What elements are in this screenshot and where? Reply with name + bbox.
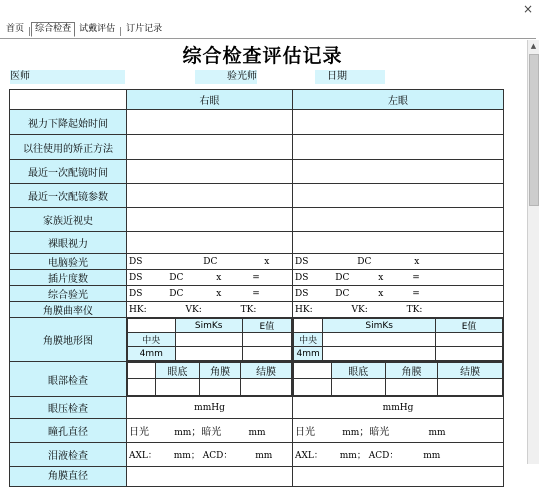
mm-unit: mm — [342, 428, 360, 438]
axis-label: x — [216, 288, 222, 299]
naked-vision-right-input[interactable] — [127, 232, 293, 254]
tear-left[interactable] — [293, 443, 504, 467]
table-row — [10, 232, 504, 254]
table-row — [10, 302, 504, 318]
ds-label: DS — [295, 256, 309, 267]
table-row — [10, 110, 504, 135]
simk-4mm-input[interactable] — [323, 347, 436, 361]
scroll-thumb[interactable] — [529, 54, 539, 206]
vk-label: VK: — [185, 304, 202, 315]
eye-exam-right-grid — [127, 362, 292, 396]
keratometer-right[interactable] — [127, 302, 293, 318]
dark-label: 暗光 — [369, 427, 390, 438]
tk-label: TK: — [240, 304, 257, 315]
cornea-input[interactable] — [200, 379, 241, 396]
mm-unit: mm — [423, 451, 441, 461]
last-fit-params-right-input[interactable] — [127, 184, 293, 208]
simk-center-input[interactable] — [175, 333, 242, 347]
onset-right-input[interactable] — [127, 110, 293, 135]
4mm-label: 4mm — [128, 347, 176, 361]
mm-unit: mm； — [339, 451, 366, 461]
equals-label: = — [252, 288, 260, 299]
daylight-label: 日光 — [129, 427, 149, 438]
top-bar — [0, 0, 539, 40]
mm-unit: mm — [174, 428, 192, 438]
center-label: 中央 — [128, 333, 176, 347]
cornea-input[interactable] — [385, 379, 437, 396]
e-center-input[interactable] — [436, 333, 503, 347]
cornea-diameter-left-input[interactable] — [293, 467, 504, 487]
eye-empty — [128, 363, 156, 379]
comp-refraction-right[interactable] — [127, 286, 293, 302]
optometrist-label[interactable]: 验光师 — [195, 70, 257, 84]
iop-label: 眼压检查 — [10, 397, 127, 419]
dc-label: DC — [335, 272, 350, 283]
mm-unit: mm； — [173, 451, 200, 461]
mm-unit: mm — [248, 428, 266, 438]
tear-right[interactable] — [127, 443, 293, 467]
4mm-label: 4mm — [294, 347, 323, 361]
conjunctiva-label: 结膜 — [438, 363, 503, 379]
last-fit-time-left-input[interactable] — [293, 160, 504, 184]
axis-label: x — [216, 272, 222, 283]
simk-label: SimKs — [323, 319, 436, 333]
last-fit-time-label: 最近一次配镜时间 — [10, 160, 127, 184]
pupil-right[interactable] — [127, 419, 293, 443]
dc-label: DC — [169, 288, 184, 299]
e-center-input[interactable] — [242, 333, 291, 347]
last-fit-params-left-input[interactable] — [293, 184, 504, 208]
topography-right-grid — [127, 318, 292, 361]
tab-separator: | — [119, 27, 123, 37]
page-title: 综合检查评估记录 — [182, 45, 343, 67]
dc-label: DC — [203, 256, 218, 267]
e-4mm-input[interactable] — [436, 347, 503, 361]
vk-label: VK: — [351, 304, 368, 315]
dark-label: 暗光 — [201, 427, 222, 438]
vertical-scrollbar[interactable] — [527, 40, 539, 464]
axl-label: AXL： — [129, 451, 157, 461]
axis-label: x — [378, 272, 384, 283]
pupil-label: 瞳孔直径 — [10, 419, 127, 443]
doctor-label[interactable]: 医师 — [10, 70, 125, 84]
insert-degree-right[interactable] — [127, 270, 293, 286]
hk-label: HK: — [295, 304, 313, 315]
topography-right — [127, 318, 293, 362]
table-row — [10, 286, 504, 302]
ds-label: DS — [129, 272, 143, 283]
simk-label: SimKs — [175, 319, 242, 333]
mm-unit: mm — [255, 451, 273, 461]
keratometer-left[interactable] — [293, 302, 504, 318]
separator: ； — [191, 427, 202, 438]
conjunctiva-label: 结膜 — [241, 363, 292, 379]
cornea-diameter-label: 角膜直径 — [10, 467, 127, 487]
auto-refraction-left[interactable] — [293, 254, 504, 270]
tab-home[interactable]: 首页 — [6, 24, 25, 34]
axl-label: AXL： — [295, 451, 323, 461]
onset-left-input[interactable] — [293, 110, 504, 135]
family-history-label: 家族近视史 — [10, 208, 127, 232]
keratometer-label: 角膜曲率仪 — [10, 302, 127, 318]
tab-bar — [2, 22, 166, 37]
eye-exam-left — [293, 362, 504, 397]
equals-label: = — [412, 272, 420, 283]
auto-refraction-label: 电脑验光 — [10, 254, 127, 270]
daylight-label: 日光 — [295, 427, 315, 438]
table-row — [10, 254, 504, 270]
form-meta — [10, 70, 515, 84]
date-label[interactable]: 日期 — [315, 70, 385, 84]
eye-empty — [294, 363, 332, 379]
acd-label: ACD： — [368, 451, 399, 461]
fundus-input[interactable] — [331, 379, 385, 396]
tab-trial-evaluation[interactable]: 试戴评估 — [79, 24, 116, 34]
ds-label: DS — [129, 288, 143, 299]
center-label: 中央 — [294, 333, 323, 347]
axis-label: x — [378, 288, 384, 299]
table-row — [10, 443, 504, 467]
equals-label: = — [252, 272, 260, 283]
eye-exam-label: 眼部检查 — [10, 362, 127, 397]
table-row — [10, 419, 504, 443]
eye-exam-left-grid — [293, 362, 503, 396]
fundus-input[interactable] — [155, 379, 199, 396]
insert-degree-left[interactable] — [293, 270, 504, 286]
topography-label: 角膜地形图 — [10, 318, 127, 362]
separator: ； — [359, 427, 370, 438]
iop-right[interactable]: mmHg — [127, 397, 293, 419]
fundus-label: 眼底 — [155, 363, 199, 379]
tear-label: 泪液检查 — [10, 443, 127, 467]
topo-empty — [128, 319, 176, 333]
eye-empty — [128, 379, 156, 396]
table-row — [10, 467, 504, 487]
right-eye-header: 右眼 — [127, 90, 293, 110]
family-history-right-input[interactable] — [127, 208, 293, 232]
prev-correction-left-input[interactable] — [293, 135, 504, 160]
close-icon[interactable]: × — [522, 2, 533, 16]
e-value-label: E值 — [242, 319, 291, 333]
naked-vision-label: 裸眼视力 — [10, 232, 127, 254]
e-4mm-input[interactable] — [242, 347, 291, 361]
dc-label: DC — [357, 256, 372, 267]
ds-label: DS — [129, 256, 143, 267]
cornea-label: 角膜 — [200, 363, 241, 379]
tk-label: TK: — [406, 304, 423, 315]
topography-left-grid — [293, 318, 503, 361]
equals-label: = — [412, 288, 420, 299]
insert-degree-label: 插片度数 — [10, 270, 127, 286]
ds-label: DS — [295, 288, 309, 299]
table-row — [10, 397, 504, 419]
conjunctiva-input[interactable] — [241, 379, 292, 396]
naked-vision-left-input[interactable] — [293, 232, 504, 254]
topography-left — [293, 318, 504, 362]
table-row — [10, 184, 504, 208]
dc-label: DC — [335, 288, 350, 299]
table-row — [10, 270, 504, 286]
exam-form — [10, 42, 515, 84]
conjunctiva-input[interactable] — [438, 379, 503, 396]
table-row — [10, 208, 504, 232]
family-history-left-input[interactable] — [293, 208, 504, 232]
onset-label: 视力下降起始时间 — [10, 110, 127, 135]
simk-4mm-input[interactable] — [175, 347, 242, 361]
fundus-label: 眼底 — [331, 363, 385, 379]
dc-label: DC — [169, 272, 184, 283]
auto-refraction-right[interactable] — [127, 254, 293, 270]
last-fit-time-right-input[interactable] — [127, 160, 293, 184]
comp-refraction-left[interactable] — [293, 286, 504, 302]
mm-unit: mm — [428, 428, 446, 438]
eye-empty — [294, 379, 332, 396]
eye-exam-right — [127, 362, 293, 397]
cornea-label: 角膜 — [385, 363, 437, 379]
e-value-label: E值 — [436, 319, 503, 333]
prev-correction-right-input[interactable] — [127, 135, 293, 160]
tab-separator: | — [28, 27, 32, 37]
topo-empty — [294, 319, 323, 333]
acd-label: ACD： — [202, 451, 233, 461]
simk-center-input[interactable] — [323, 333, 436, 347]
last-fit-params-label: 最近一次配镜参数 — [10, 184, 127, 208]
pupil-left[interactable] — [293, 419, 504, 443]
table-row — [10, 160, 504, 184]
left-eye-header: 左眼 — [293, 90, 504, 110]
table-row — [10, 318, 504, 362]
cornea-diameter-right-input[interactable] — [127, 467, 293, 487]
tab-lens-order[interactable]: 订片记录 — [126, 24, 163, 34]
exam-table — [9, 89, 504, 487]
comp-refraction-label: 综合验光 — [10, 286, 127, 302]
scroll-up-arrow-icon[interactable]: ▲ — [530, 42, 537, 50]
header-empty-cell — [10, 90, 127, 110]
axis-label: x — [414, 256, 420, 267]
iop-left[interactable]: mmHg — [293, 397, 504, 419]
axis-label: x — [264, 256, 270, 267]
prev-correction-label: 以往使用的矫正方法 — [10, 135, 127, 160]
table-row — [10, 362, 504, 397]
tab-comprehensive-exam[interactable]: 综合检查 — [31, 22, 75, 37]
table-row — [10, 135, 504, 160]
ds-label: DS — [295, 272, 309, 283]
table-header-row — [10, 90, 504, 110]
hk-label: HK: — [129, 304, 147, 315]
